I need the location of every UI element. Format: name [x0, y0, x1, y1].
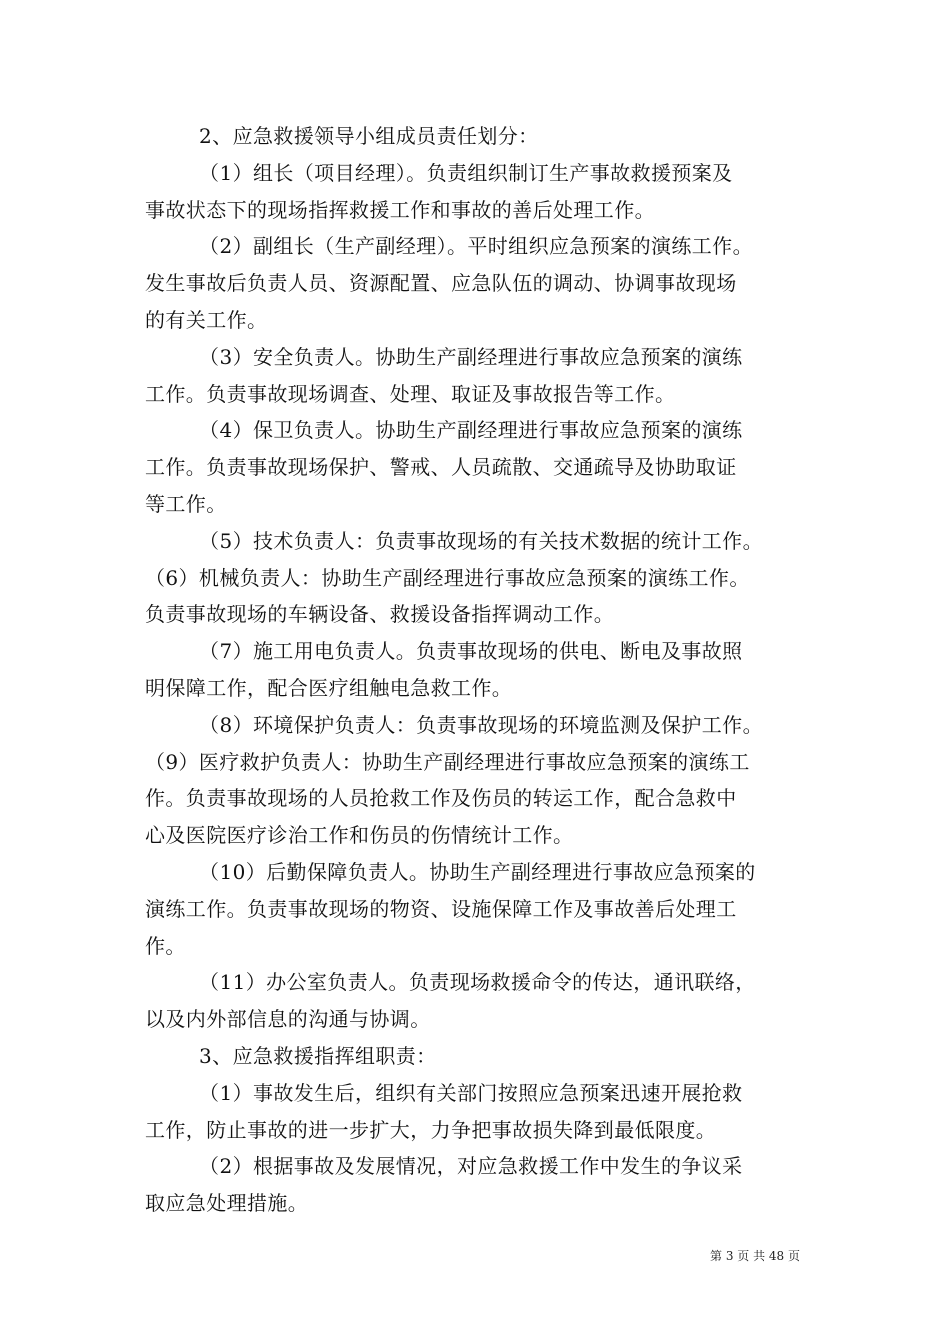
text-line: 工作，防止事故的进一步扩大，力争把事故损失降到最低限度。 — [145, 1117, 717, 1142]
text-line: 作。 — [145, 933, 186, 958]
text-line: 工作。负责事故现场调查、处理、取证及事故报告等工作。 — [145, 381, 676, 406]
text-line: （1）组长（项目经理）。负责组织制订生产事故救援预案及 — [145, 160, 733, 185]
text-line: （8）环境保护负责人：负责事故现场的环境监测及保护工作。 — [145, 712, 763, 737]
text-line: （6）机械负责人：协助生产副经理进行事故应急预案的演练工作。 — [145, 565, 750, 590]
text-line: 取应急处理措施。 — [145, 1191, 309, 1216]
text-line: 负责事故现场的车辆设备、救援设备指挥调动工作。 — [145, 602, 615, 627]
text-line: （10）后勤保障负责人。协助生产副经理进行事故应急预案的 — [145, 859, 756, 884]
text-line: （3）安全负责人。协助生产副经理进行事故应急预案的演练 — [145, 344, 743, 369]
text-line: （7）施工用电负责人。负责事故现场的供电、断电及事故照 — [145, 639, 743, 664]
text-line: 演练工作。负责事故现场的物资、设施保障工作及事故善后处理工 — [145, 896, 737, 921]
text-line: （2）副组长（生产副经理）。平时组织应急预案的演练工作。 — [145, 234, 753, 259]
text-line: 心及医院医疗诊治工作和伤员的伤情统计工作。 — [145, 823, 574, 848]
text-line: 2、应急救援领导小组成员责任划分： — [145, 124, 539, 148]
page-number: 第 3 页 共 48 页 — [710, 1249, 800, 1263]
text-line: （1）事故发生后，组织有关部门按照应急预案迅速开展抢救 — [145, 1080, 743, 1105]
text-line: 明保障工作，配合医疗组触电急救工作。 — [145, 675, 513, 700]
text-line: （4）保卫负责人。协助生产副经理进行事故应急预案的演练 — [145, 418, 743, 443]
text-line: （2）根据事故及发展情况，对应急救援工作中发生的争议采 — [145, 1154, 743, 1179]
text-line: 以及内外部信息的沟通与协调。 — [145, 1007, 431, 1032]
document-body — [145, 118, 810, 1222]
text-line: （5）技术负责人：负责事故现场的有关技术数据的统计工作。 — [145, 528, 763, 553]
text-line: 的有关工作。 — [145, 307, 268, 332]
text-line: 作。负责事故现场的人员抢救工作及伤员的转运工作，配合急救中 — [145, 786, 737, 811]
text-line: 等工作。 — [145, 491, 227, 516]
text-line: 发生事故后负责人员、资源配置、应急队伍的调动、协调事故现场 — [145, 271, 737, 296]
text-line: 工作。负责事故现场保护、警戒、人员疏散、交通疏导及协助取证 — [145, 455, 737, 480]
text-line: （9）医疗救护负责人：协助生产副经理进行事故应急预案的演练工 — [145, 749, 750, 774]
text-line: （11）办公室负责人。负责现场救援命令的传达，通讯联络， — [145, 970, 756, 995]
text-line: 事故状态下的现场指挥救援工作和事故的善后处理工作。 — [145, 197, 655, 222]
text-line: 3、应急救援指挥组职责： — [145, 1043, 437, 1068]
